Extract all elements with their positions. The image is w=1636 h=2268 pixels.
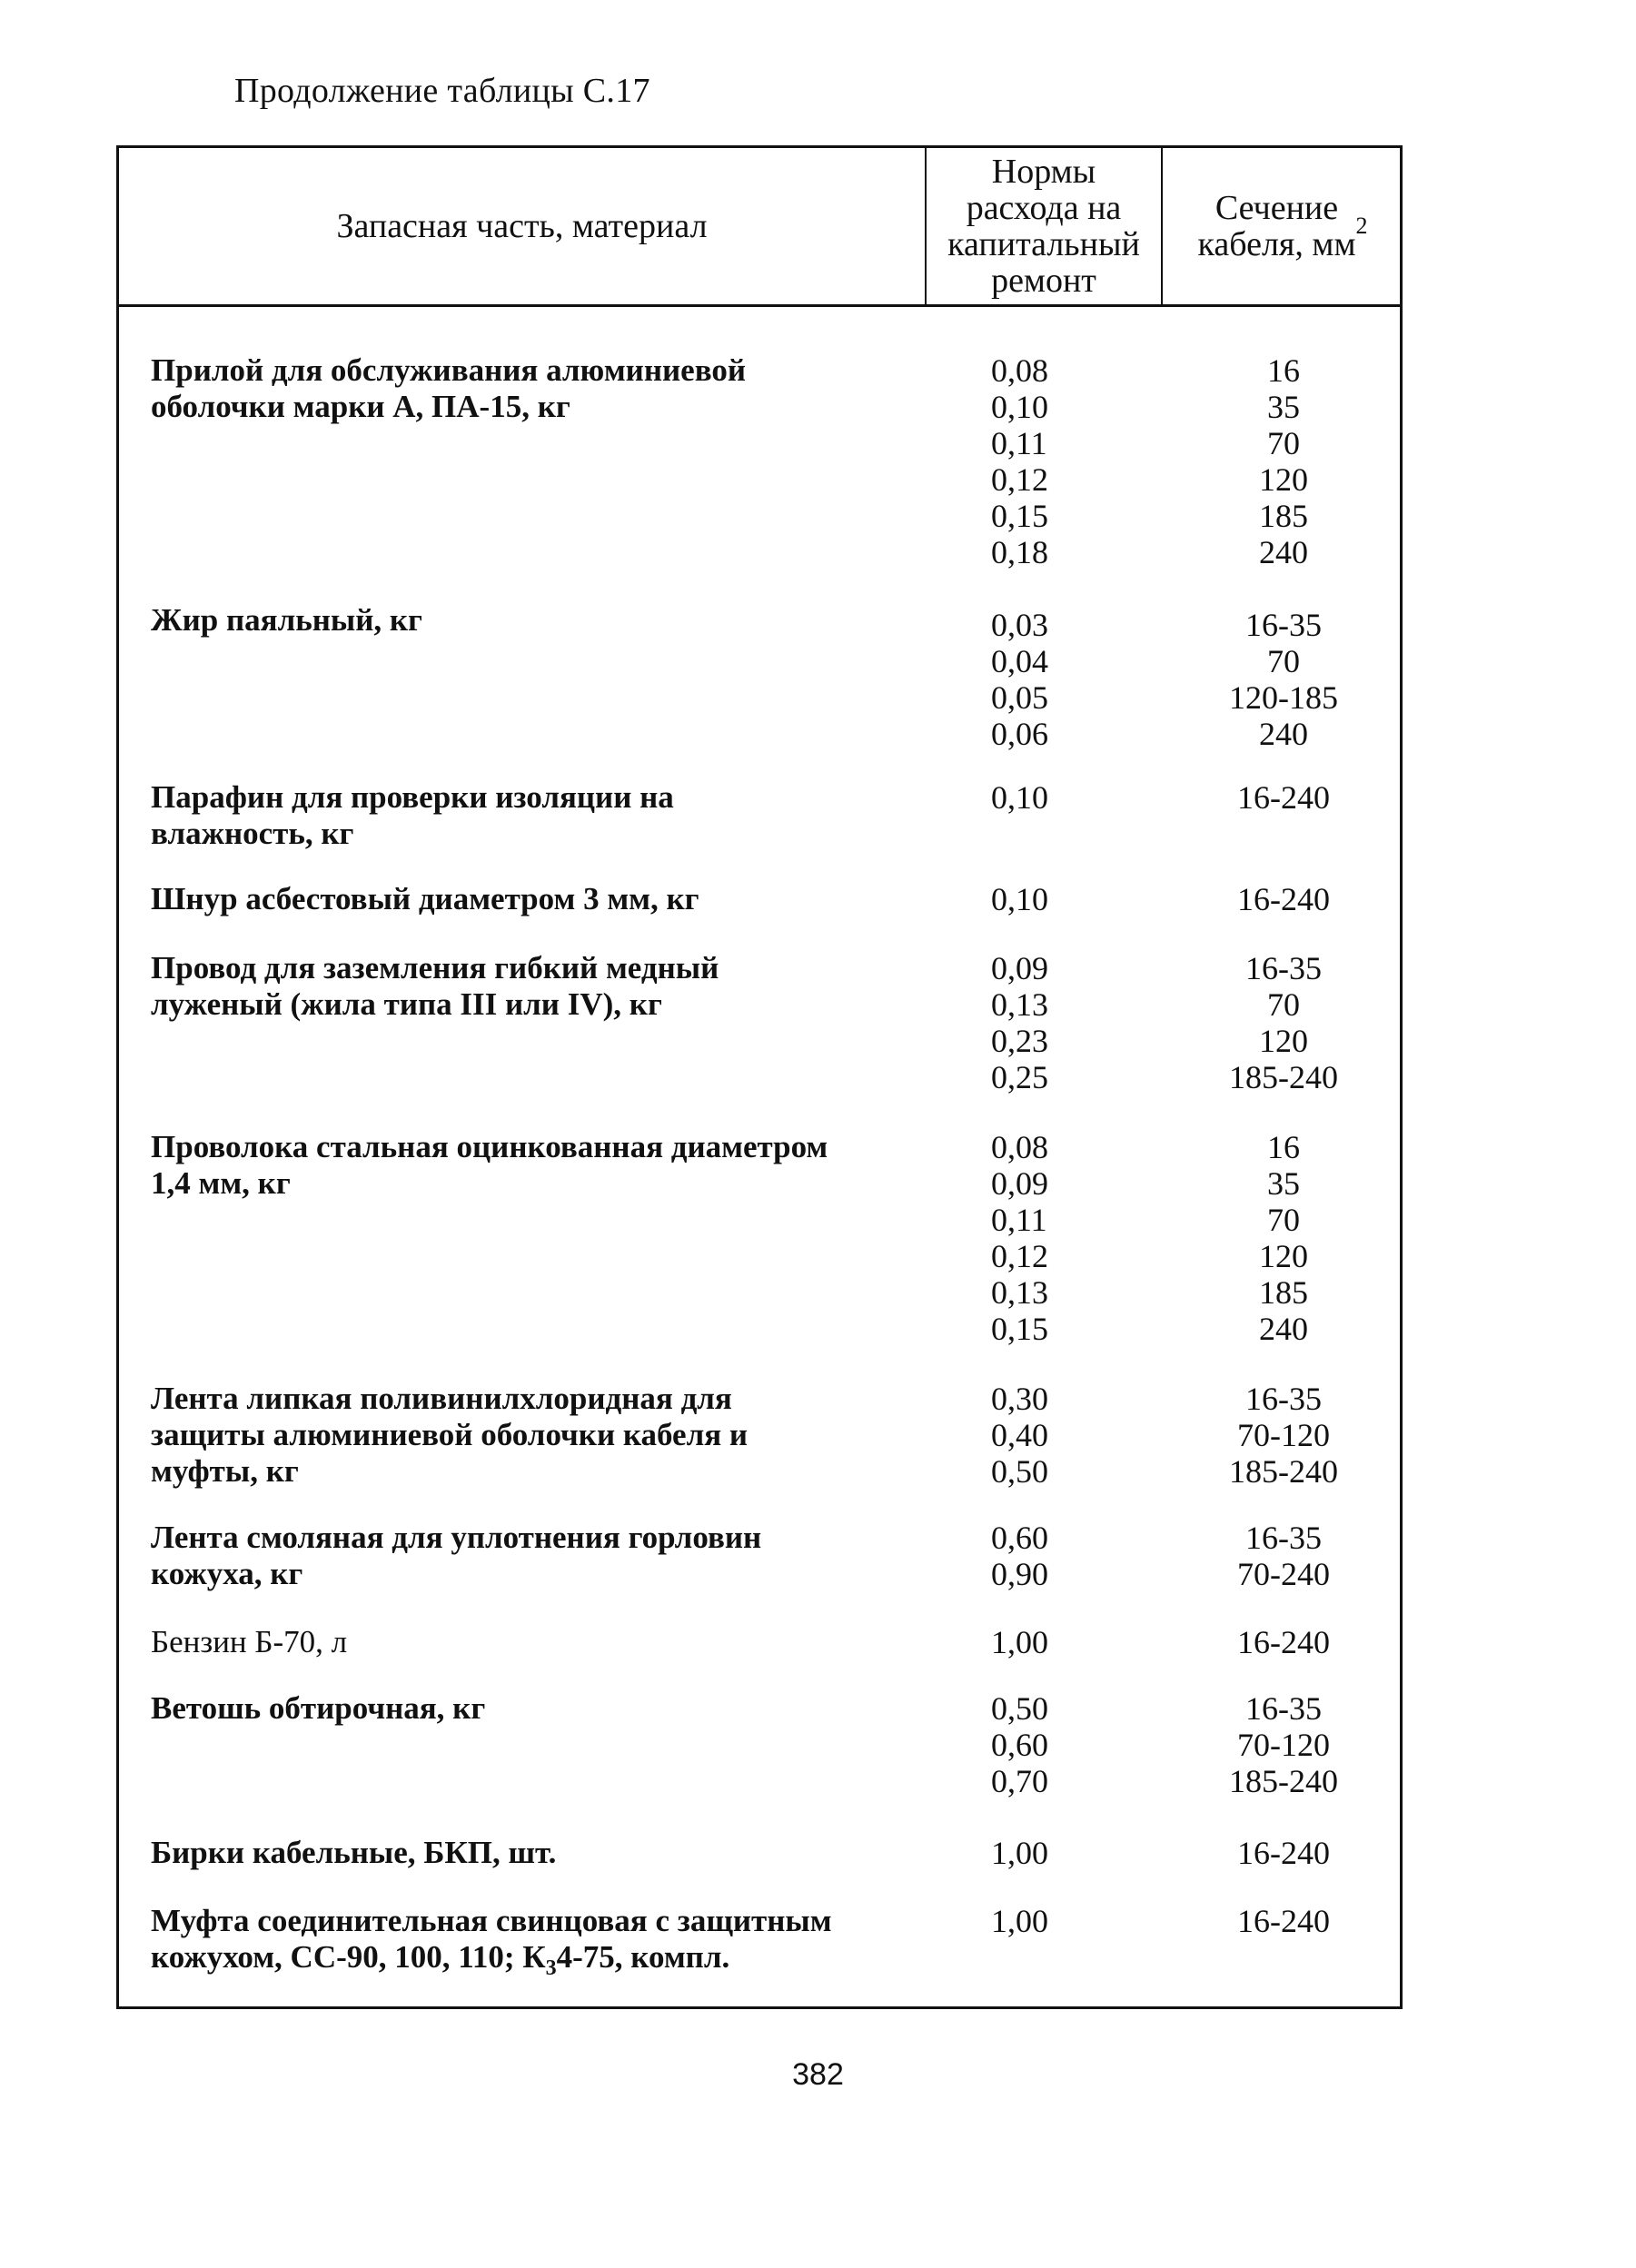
header-cable-section-text: Сечение кабеля, мм bbox=[1197, 189, 1356, 263]
norm-value: 0,70 bbox=[991, 1763, 1048, 1799]
norm-value: 0,60 bbox=[991, 1520, 1048, 1556]
row-sections bbox=[1164, 1520, 1403, 1592]
section-value: 70 bbox=[1267, 1202, 1300, 1238]
norm-value: 0,10 bbox=[991, 881, 1048, 917]
row-norms bbox=[991, 1903, 1127, 1939]
row-norms bbox=[991, 1835, 1127, 1871]
section-value: 16-240 bbox=[1237, 1624, 1330, 1660]
section-value: 120 bbox=[1259, 1023, 1308, 1059]
section-value: 35 bbox=[1267, 1165, 1300, 1202]
row-item: Лента липкая поливинилхлоридная для защиты алюминиевой оболочки кабеля и муфты, кг bbox=[151, 1381, 749, 1489]
norm-value: 0,18 bbox=[991, 534, 1048, 570]
row-item: Бензин Б-70, л bbox=[151, 1624, 348, 1659]
section-value: 70 bbox=[1267, 986, 1300, 1023]
row-norms bbox=[991, 1381, 1127, 1490]
norm-value: 0,15 bbox=[991, 498, 1048, 534]
section-value: 70-120 bbox=[1237, 1417, 1330, 1453]
row-sections bbox=[1164, 779, 1403, 816]
row-norms bbox=[991, 1520, 1127, 1592]
row-item-line bbox=[151, 1939, 950, 1980]
section-value: 16 bbox=[1267, 352, 1300, 389]
row-item: Жир паяльный, кг bbox=[151, 602, 422, 638]
section-value: 70-240 bbox=[1237, 1556, 1330, 1592]
section-value: 185-240 bbox=[1229, 1763, 1338, 1799]
norm-value: 0,13 bbox=[991, 986, 1048, 1023]
norm-value: 0,12 bbox=[991, 1238, 1048, 1274]
row-sections bbox=[1164, 881, 1403, 917]
row-norms bbox=[991, 779, 1127, 816]
norm-value: 0,12 bbox=[991, 461, 1048, 498]
norm-value: 0,08 bbox=[991, 1129, 1048, 1165]
norm-value: 1,00 bbox=[991, 1903, 1048, 1939]
row-norms bbox=[991, 1624, 1127, 1660]
spare-parts-table bbox=[116, 145, 1403, 2009]
row-sections bbox=[1164, 950, 1403, 1095]
section-value: 35 bbox=[1267, 389, 1300, 425]
norm-value: 0,50 bbox=[991, 1690, 1048, 1727]
row-item: Провод для заземления гибкий медный луженый (жила типа III или IV), кг bbox=[151, 950, 719, 1022]
norm-value: 0,30 bbox=[991, 1381, 1048, 1417]
section-value: 16 bbox=[1267, 1129, 1300, 1165]
norm-value: 0,11 bbox=[991, 425, 1047, 461]
header-consumption-norms: Нормы расхода на капитальный ремонт bbox=[925, 148, 1163, 304]
row-norms bbox=[991, 607, 1127, 752]
row-sections bbox=[1164, 352, 1403, 570]
norm-value: 0,06 bbox=[991, 716, 1048, 752]
row-item: Бирки кабельные, БКП, шт. bbox=[151, 1835, 557, 1870]
norm-value: 0,05 bbox=[991, 679, 1048, 716]
row-sections bbox=[1164, 1903, 1403, 1939]
row-sections bbox=[1164, 1129, 1403, 1347]
table-body bbox=[119, 307, 1400, 2006]
norm-value: 0,90 bbox=[991, 1556, 1048, 1592]
section-value: 185 bbox=[1259, 1274, 1308, 1311]
norm-value: 1,00 bbox=[991, 1835, 1048, 1871]
section-value: 16-35 bbox=[1245, 1520, 1322, 1556]
row-item-subscript: 3 bbox=[545, 1956, 557, 1980]
table-caption: Продолжение таблицы С.17 bbox=[234, 72, 650, 110]
norm-value: 0,10 bbox=[991, 779, 1048, 816]
norm-value: 0,08 bbox=[991, 352, 1048, 389]
norm-value: 0,40 bbox=[991, 1417, 1048, 1453]
section-value: 16-35 bbox=[1245, 950, 1322, 986]
row-norms bbox=[991, 950, 1127, 1095]
row-item: Лента смоляная для уплотнения горловин кожуха, кг bbox=[151, 1520, 762, 1591]
section-value: 16-240 bbox=[1237, 1903, 1330, 1939]
norm-value: 0,04 bbox=[991, 643, 1048, 679]
row-item-line: Муфта соединительная свинцовая с защитным bbox=[151, 1903, 832, 1938]
row-sections bbox=[1164, 1624, 1403, 1660]
section-value: 185 bbox=[1259, 498, 1308, 534]
section-value: 120 bbox=[1259, 461, 1308, 498]
row-sections bbox=[1164, 1690, 1403, 1799]
norm-value: 0,60 bbox=[991, 1727, 1048, 1763]
row-item-text: кожухом, СС-90, 100, 110; К bbox=[151, 1939, 546, 1975]
row-item: Проволока стальная оцинкованная диаметром 1,4 мм, кг bbox=[151, 1129, 828, 1201]
section-value: 240 bbox=[1259, 1311, 1308, 1347]
row-sections bbox=[1164, 1835, 1403, 1871]
section-value: 16-240 bbox=[1237, 779, 1330, 816]
section-value: 70 bbox=[1267, 643, 1300, 679]
table-header bbox=[119, 148, 1400, 307]
section-value: 70 bbox=[1267, 425, 1300, 461]
row-norms bbox=[991, 352, 1127, 570]
section-value: 16-35 bbox=[1245, 1690, 1322, 1727]
section-value: 70-120 bbox=[1237, 1727, 1330, 1763]
section-value: 16-240 bbox=[1237, 881, 1330, 917]
norm-value: 0,15 bbox=[991, 1311, 1048, 1347]
norm-value: 0,03 bbox=[991, 607, 1048, 643]
section-value: 120-185 bbox=[1229, 679, 1338, 716]
section-value: 16-240 bbox=[1237, 1835, 1330, 1871]
row-norms bbox=[991, 1690, 1127, 1799]
section-value: 240 bbox=[1259, 716, 1308, 752]
section-value: 185-240 bbox=[1229, 1453, 1338, 1490]
row-item: Ветошь обтирочная, кг bbox=[151, 1690, 486, 1726]
row-sections bbox=[1164, 1381, 1403, 1490]
section-value: 16-35 bbox=[1245, 607, 1322, 643]
row-item: Парафин для проверки изоляции на влажность, кг bbox=[151, 779, 674, 851]
header-cable-section: Сечение кабеля, мм 2 bbox=[1197, 189, 1368, 263]
row-item: Прилой для обслуживания алюминиевой оболочки марки А, ПА-15, кг bbox=[151, 352, 747, 424]
norm-value: 0,50 bbox=[991, 1453, 1048, 1490]
section-value: 16-35 bbox=[1245, 1381, 1322, 1417]
norm-value: 0,09 bbox=[991, 950, 1048, 986]
norm-value: 0,25 bbox=[991, 1059, 1048, 1095]
header-part-material: Запасная часть, материал bbox=[336, 207, 708, 245]
row-sections bbox=[1164, 607, 1403, 752]
row-item: Шнур асбестовый диаметром 3 мм, кг bbox=[151, 881, 699, 916]
section-value: 240 bbox=[1259, 534, 1308, 570]
norm-value: 0,09 bbox=[991, 1165, 1048, 1202]
norm-value: 0,13 bbox=[991, 1274, 1048, 1311]
row-item-text: 4-75, компл. bbox=[556, 1939, 730, 1975]
row-item bbox=[151, 1903, 950, 1980]
norm-value: 0,23 bbox=[991, 1023, 1048, 1059]
section-value: 120 bbox=[1259, 1238, 1308, 1274]
section-value: 185-240 bbox=[1229, 1059, 1338, 1095]
row-norms bbox=[991, 1129, 1127, 1347]
norm-value: 0,11 bbox=[991, 1202, 1047, 1238]
norm-value: 1,00 bbox=[991, 1624, 1048, 1660]
page-number: 382 bbox=[792, 2057, 844, 2092]
norm-value: 0,10 bbox=[991, 389, 1048, 425]
row-norms bbox=[991, 881, 1127, 917]
